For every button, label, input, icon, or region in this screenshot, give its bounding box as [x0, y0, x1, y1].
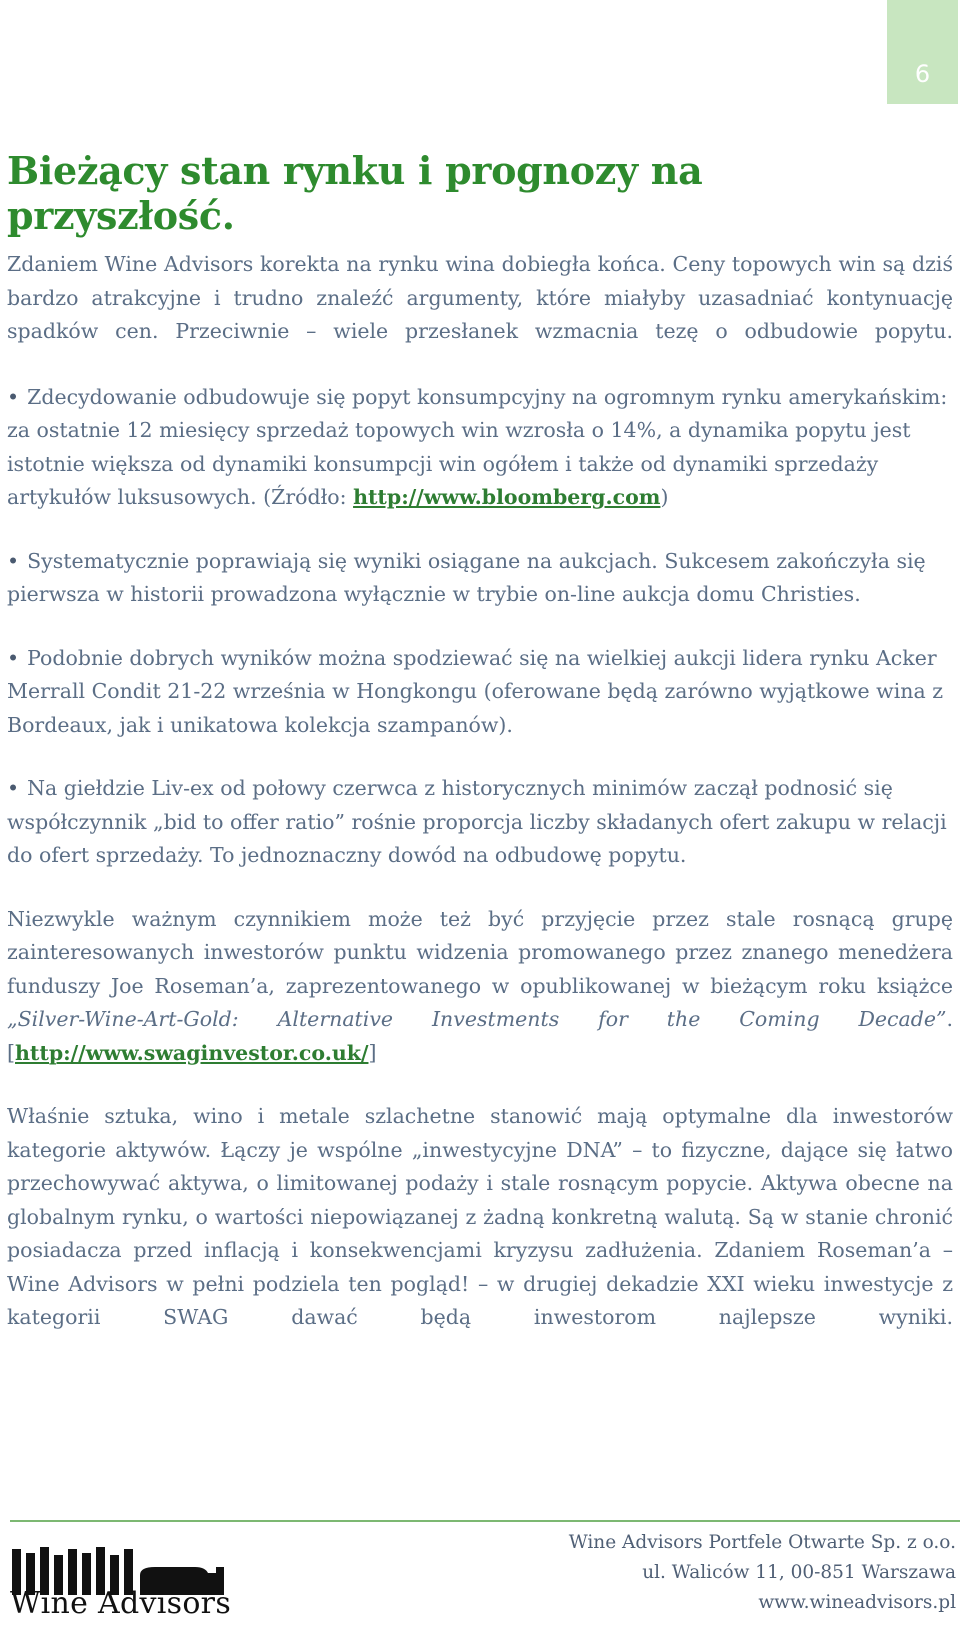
wine-advisors-logo	[10, 1545, 260, 1625]
swaginvestor-link[interactable]: http://www.swaginvestor.co.uk/	[15, 1040, 369, 1065]
footer-divider	[10, 1520, 960, 1522]
company-address: ul. Waliców 11, 00-851 Warszawa	[642, 1562, 956, 1583]
bullet-liv-ex: • Na giełdzie Liv-ex od połowy czerwca z historycznych minimów zaczął podnosić się współczynnik „bid to offer ratio” rośnie proporcja liczby składanych ofert zakupu w relacji do ofert sprzedaży. To jednoznaczny dowód na odbudowę popytu.	[7, 772, 953, 873]
bullet-auctions: • Systematycznie poprawiają się wyniki osiągane na aukcjach. Sukcesem zakończyła się pierwsza w historii prowadzona wyłącznie w trybie on-line aukcja domu Christies.	[7, 545, 953, 612]
logo-text: Wine Advisors	[10, 1586, 232, 1621]
bullet-us-demand-text: Zdecydowanie odbudowuje się popyt konsumpcyjny na ogromnym rynku amerykańskim: za ostatnie 12 miesięcy sprzedaż topowych win wzrosła o 14%, a dynamika popytu jest istotnie większa od dynamiki konsumpcji win ogółem i także od dynamiki sprzedaży artykułów luksusowych. (Źródło:	[7, 384, 948, 509]
page-title: Bieżący stan rynku i prognozy na przyszłość.	[7, 148, 703, 238]
page-number: 6	[914, 60, 931, 88]
article-body	[7, 248, 953, 1367]
company-info	[536, 1528, 956, 1618]
company-website: www.wineadvisors.pl	[758, 1592, 956, 1613]
final-paragraph: Właśnie sztuka, wino i metale szlachetne stanowić mają optymalne dla inwestorów kategorie aktywów. Łączy je wspólne „inwestycyjne DNA” – to fizyczne, dające się łatwo przechowywać aktywa, o limitowanej podaży i stale rosnącym popycie. Aktywa obecne na globalnym rynku, o wartości niepowiązanej z żadną konkretną walutą. Są w stanie chronić posiadacza przed inflacją i konsekwencjami kryzysu zadłużenia. Zdaniem Roseman’a – Wine Advisors w pełni podziela ten pogląd! – w drugiej dekadzie XXI wieku inwestycje z kategorii SWAG dawać będą inwestorom najlepsze wyniki.	[7, 1104, 953, 1329]
book-title: „Silver-Wine-Art-Gold: Alternative Investments for the Coming Decade”	[7, 1007, 947, 1031]
swag-after-title: . [	[7, 1007, 953, 1065]
swag-paragraph-text: Niezwykle ważnym czynnikiem może też być przyjęcie przez stale rosnącą grupę zainteresowanych inwestorów punktu widzenia promowanego przez znanego menedżera funduszy Joe Roseman’a, zaprezentowanego w opublikowanej w bieżącym roku książce	[7, 906, 953, 998]
bloomberg-link[interactable]: http://www.bloomberg.com	[353, 485, 661, 509]
intro-paragraph: Zdaniem Wine Advisors korekta na rynku wina dobiegła końca. Ceny topowych win są dziś bardzo atrakcyjne i trudno znaleźć argumenty, które miałyby uzasadniać kontynuację spadków cen. Przeciwnie – wiele przesłanek wzmacnia tezę o odbudowie popytu.	[7, 252, 953, 343]
bullet-acker-auction: • Podobnie dobrych wyników można spodziewać się na wielkiej aukcji lidera rynku Acker Merrall Condit 21-22 września w Hongkongu (oferowane będą zarówno wyjątkowe wina z Bordeaux, jak i unikatowa kolekcja szampanów).	[7, 642, 953, 743]
page-number-tab	[887, 0, 958, 104]
company-name: Wine Advisors Portfele Otwarte Sp. z o.o.	[568, 1532, 956, 1553]
bullet-us-demand-end: )	[660, 485, 669, 509]
swag-end: ]	[368, 1040, 377, 1065]
swag-paragraph	[7, 903, 953, 1071]
bullet-us-demand	[7, 381, 953, 515]
